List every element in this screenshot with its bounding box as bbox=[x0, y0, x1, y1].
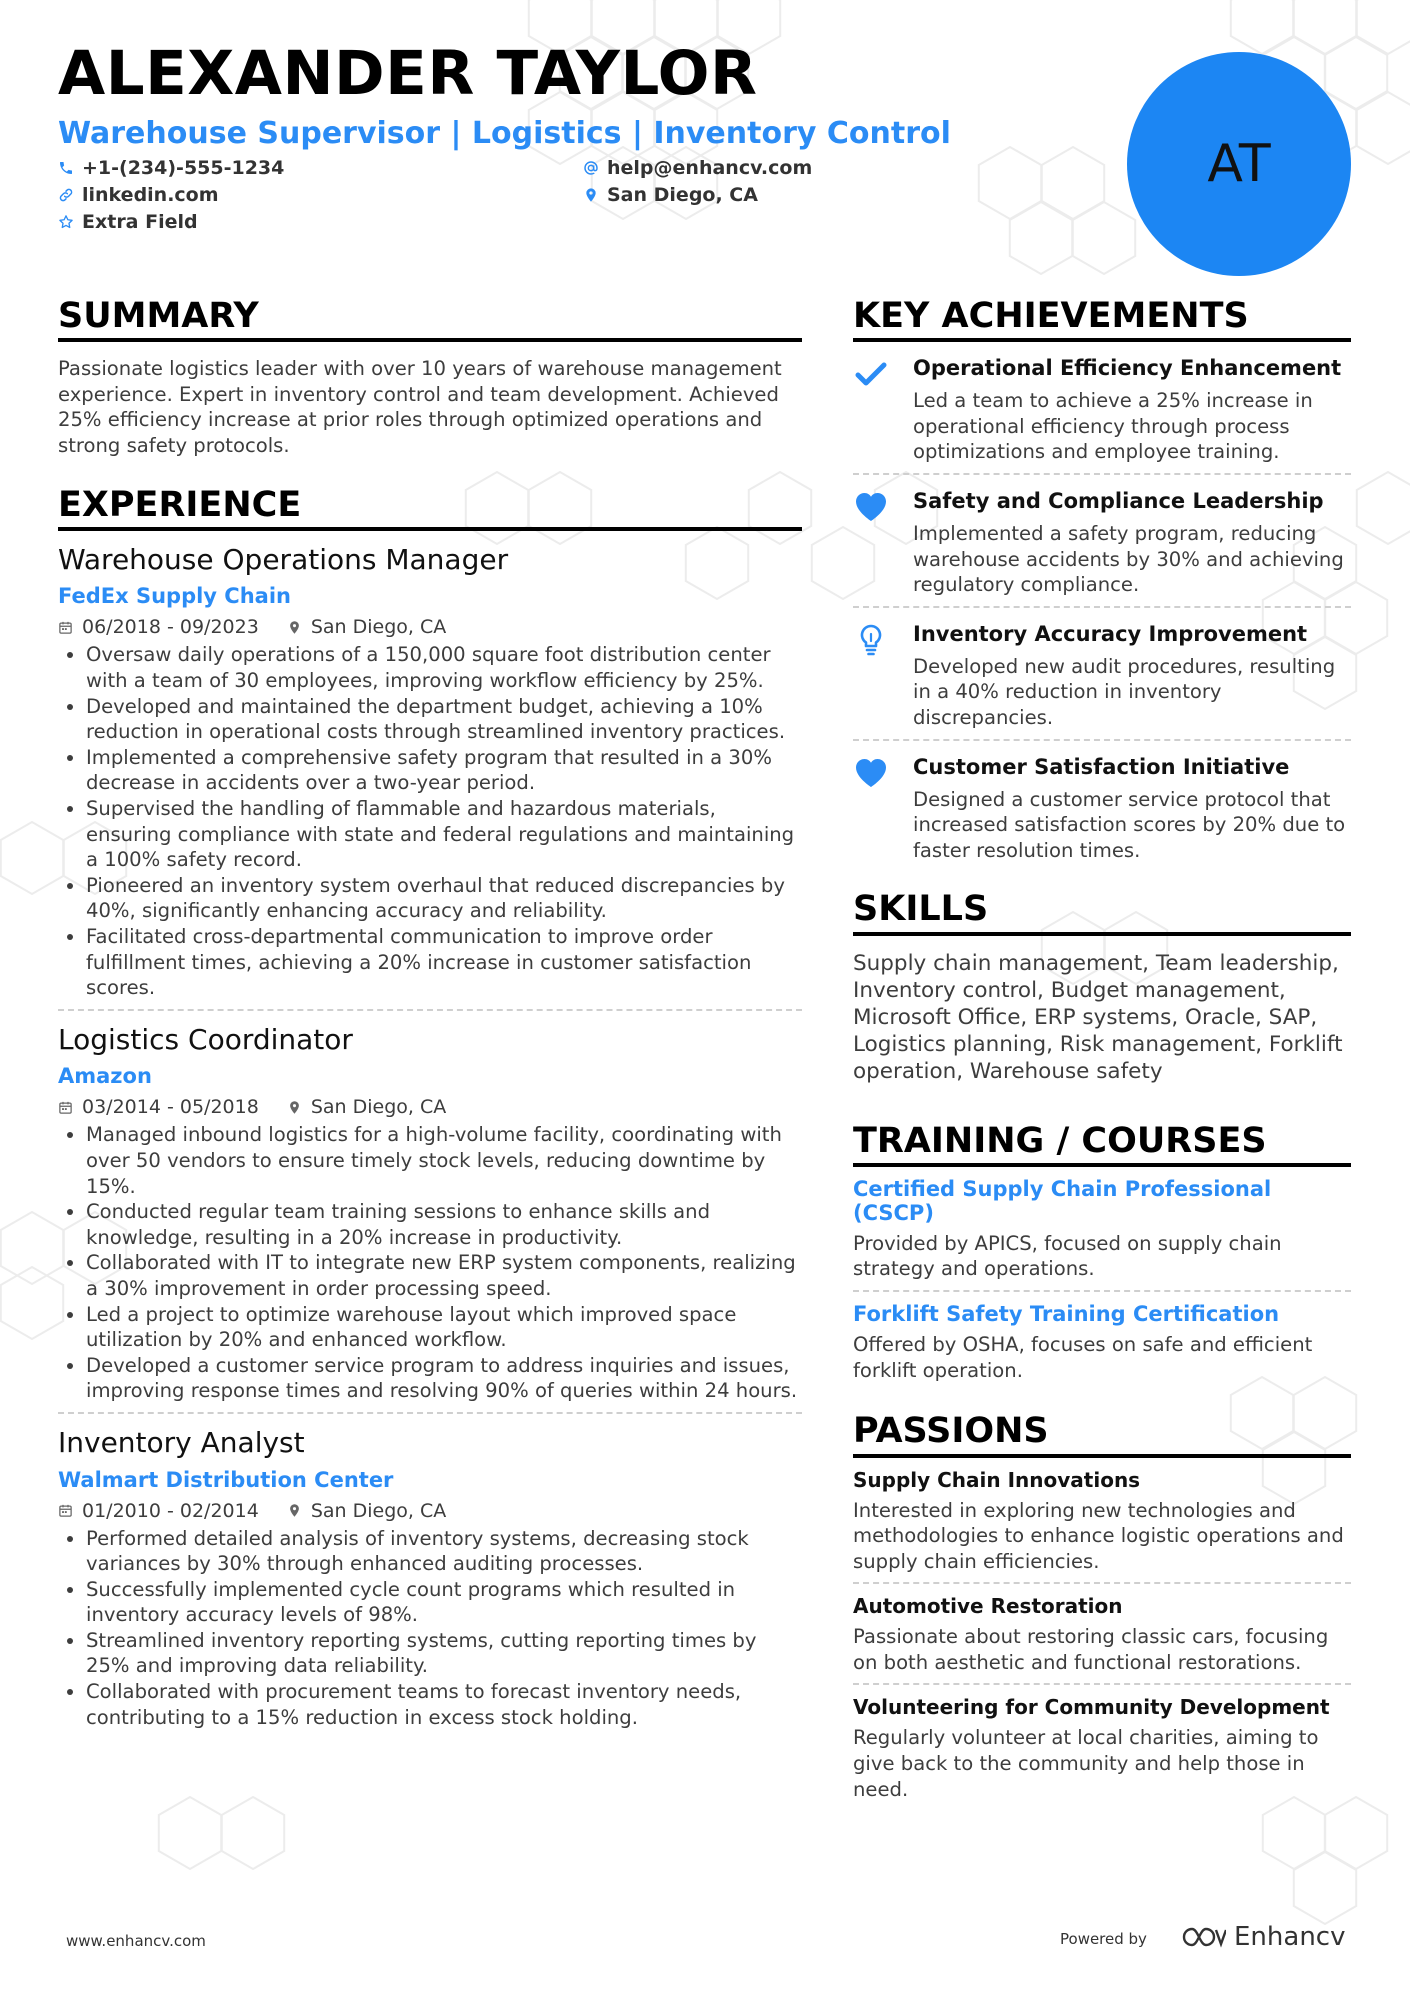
job-entry bbox=[58, 1023, 802, 1414]
bullet-item: • Implemented a comprehensive safety program that resulted in a 30% decrease in accidents over a two-year period. bbox=[86, 745, 802, 796]
bullet-item: • Managed inbound logistics for a high-volume facility, coordinating with over 50 vendors to ensure timely stock levels, reducing downtime by 15%. bbox=[86, 1122, 802, 1199]
phone-text: +1-(234)-555-1234 bbox=[82, 157, 285, 179]
heart-icon bbox=[853, 487, 897, 598]
bullet-item: • Performed detailed analysis of inventory systems, decreasing stock variances by 30% through enhanced auditing processes. bbox=[86, 1526, 802, 1577]
training-section bbox=[853, 1121, 1351, 1384]
experience-section bbox=[58, 485, 802, 1731]
bullet-item: • Collaborated with IT to integrate new ERP system components, realizing a 30% improvement in order processing speed. bbox=[86, 1250, 802, 1301]
bullet-item: • Facilitated cross-departmental communication to improve order fulfillment times, achieving a 20% increase in customer satisfaction scores. bbox=[86, 924, 802, 1001]
divider bbox=[853, 1290, 1351, 1292]
divider bbox=[58, 1412, 802, 1414]
skills-text: Supply chain management, Team leadership, Inventory control, Budget management, Microsoft Office, ERP systems, Oracle, SAP, Logistics planning, Risk management, Forklift operation, Warehouse safety bbox=[853, 950, 1343, 1084]
brand-name: Enhancv bbox=[1234, 1922, 1346, 1952]
right-column bbox=[853, 296, 1351, 1802]
location-pin-icon bbox=[287, 620, 302, 635]
bullet-item: • Collaborated with procurement teams to forecast inventory needs, contributing to a 15% reduction in excess stock holding. bbox=[86, 1679, 802, 1730]
job-bullets bbox=[58, 1122, 802, 1404]
achievement-title: Customer Satisfaction Initiative bbox=[913, 754, 1290, 779]
achievement-body bbox=[897, 620, 1351, 731]
calendar-icon bbox=[58, 1100, 73, 1115]
location-pin-icon bbox=[287, 1503, 302, 1518]
passions-heading: PASSIONS bbox=[853, 1411, 1351, 1457]
passion-desc: Interested in exploring new technologies and methodologies to enhance logistic operations and supply chain efficiencies. bbox=[853, 1498, 1344, 1573]
job-title: Warehouse Operations Manager bbox=[58, 542, 509, 576]
job-meta bbox=[58, 616, 802, 638]
achievement-body bbox=[897, 753, 1351, 864]
job-dates-text: 01/2010 - 02/2014 bbox=[82, 1499, 259, 1522]
skills-heading: SKILLS bbox=[853, 889, 1351, 935]
job-dates bbox=[58, 1096, 259, 1118]
bullet-item: • Developed a customer service program to address inquiries and issues, improving response times and resolving 90% of queries within 24 hours. bbox=[86, 1353, 802, 1404]
achievement-body bbox=[897, 354, 1351, 465]
passion-title: Volunteering for Community Development bbox=[853, 1695, 1330, 1720]
divider bbox=[853, 1683, 1351, 1685]
divider bbox=[853, 473, 1351, 475]
achievements-section bbox=[853, 296, 1351, 863]
job-location bbox=[287, 616, 446, 638]
divider bbox=[853, 739, 1351, 741]
job-location-text: San Diego, CA bbox=[310, 1499, 447, 1522]
passion-desc: Passionate about restoring classic cars, focusing on both aesthetic and functional restorations. bbox=[853, 1625, 1329, 1674]
job-meta bbox=[58, 1500, 802, 1522]
bullet-item: • Pioneered an inventory system overhaul that reduced discrepancies by 40%, significantly enhancing accuracy and reliability. bbox=[86, 873, 802, 924]
email-text: help@enhancv.com bbox=[607, 157, 813, 179]
brand-logo[interactable] bbox=[1180, 1922, 1345, 1952]
achievement-item bbox=[853, 354, 1351, 465]
passion-item bbox=[853, 1695, 1351, 1802]
experience-heading: EXPERIENCE bbox=[58, 485, 802, 531]
job-dates-text: 03/2014 - 05/2018 bbox=[82, 1096, 259, 1119]
bullet-item: • Oversaw daily operations of a 150,000 square foot distribution center with a team of 30 employees, improving workflow efficiency by 25%. bbox=[86, 642, 802, 693]
summary-text: Passionate logistics leader with over 10 years of warehouse management experience. Expert in inventory control and team development. Achieved 25% efficiency increase at prior roles through optimized operations and strong safety protocols. bbox=[58, 357, 782, 458]
summary-heading: SUMMARY bbox=[58, 296, 802, 342]
company-name: FedEx Supply Chain bbox=[58, 584, 291, 609]
skills-section bbox=[853, 889, 1351, 1084]
bullet-item: • Developed and maintained the department budget, achieving a 10% reduction in operational costs through streamlined inventory practices. bbox=[86, 694, 802, 745]
bullet-item: • Supervised the handling of flammable and hazardous materials, ensuring compliance with state and federal regulations and maintaining a 100% safety record. bbox=[86, 796, 802, 873]
course-title: Forklift Safety Training Certification bbox=[853, 1302, 1280, 1327]
passion-item bbox=[853, 1468, 1351, 1575]
star-icon bbox=[58, 214, 74, 230]
bullet-item: • Streamlined inventory reporting systems, cutting reporting times by 25% and improving data reliability. bbox=[86, 1628, 802, 1679]
achievement-item bbox=[853, 620, 1351, 731]
job-bullets bbox=[58, 642, 802, 1000]
at-icon bbox=[583, 160, 599, 176]
heart-icon bbox=[853, 753, 897, 864]
achievement-desc: Developed new audit procedures, resulting in a 40% reduction in inventory discrepancies. bbox=[913, 654, 1336, 729]
job-meta bbox=[58, 1096, 802, 1118]
contact-extra bbox=[58, 211, 198, 233]
passions-section bbox=[853, 1411, 1351, 1802]
achievement-item bbox=[853, 753, 1351, 864]
candidate-headline: Warehouse Supervisor | Logistics | Inventory Control bbox=[58, 116, 951, 151]
passion-title: Supply Chain Innovations bbox=[853, 1467, 1141, 1492]
contact-phone[interactable] bbox=[58, 157, 284, 179]
location-pin-icon bbox=[583, 187, 599, 203]
divider bbox=[853, 1582, 1351, 1584]
job-title: Logistics Coordinator bbox=[58, 1022, 353, 1056]
powered-by-label: Powered by bbox=[1060, 1930, 1147, 1948]
bullet-item: • Successfully implemented cycle count programs which resulted in inventory accuracy levels of 98%. bbox=[86, 1577, 802, 1628]
job-location-text: San Diego, CA bbox=[310, 1096, 447, 1119]
passion-title: Automotive Restoration bbox=[853, 1594, 1123, 1619]
passion-desc: Regularly volunteer at local charities, aiming to give back to the community and help those in need. bbox=[853, 1726, 1319, 1801]
phone-icon bbox=[58, 160, 74, 176]
avatar bbox=[1127, 52, 1351, 276]
link-icon bbox=[58, 187, 74, 203]
location-pin-icon bbox=[287, 1100, 302, 1115]
achievement-desc: Led a team to achieve a 25% increase in operational efficiency through process optimizations and employee training. bbox=[913, 389, 1313, 464]
summary-section bbox=[58, 296, 802, 459]
passion-item bbox=[853, 1594, 1351, 1675]
footer-url[interactable]: www.enhancv.com bbox=[66, 1932, 206, 1950]
job-dates bbox=[58, 1500, 259, 1522]
course-item bbox=[853, 1302, 1351, 1383]
bullet-item: • Conducted regular team training sessions to enhance skills and knowledge, resulting in a 20% increase in productivity. bbox=[86, 1199, 802, 1250]
course-desc: Provided by APICS, focused on supply chain strategy and operations. bbox=[853, 1231, 1282, 1281]
job-location-text: San Diego, CA bbox=[310, 616, 447, 639]
achievements-heading: KEY ACHIEVEMENTS bbox=[853, 296, 1351, 342]
achievement-desc: Implemented a safety program, reducing warehouse accidents by 30% and achieving regulatory compliance. bbox=[913, 522, 1344, 597]
extra-field-text: Extra Field bbox=[82, 211, 198, 233]
company-name: Amazon bbox=[58, 1064, 152, 1089]
calendar-icon bbox=[58, 1503, 73, 1518]
bullet-item: • Led a project to optimize warehouse layout which improved space utilization by 20% and enhanced workflow. bbox=[86, 1302, 802, 1353]
divider bbox=[58, 1009, 802, 1011]
divider bbox=[853, 606, 1351, 608]
contact-location bbox=[583, 184, 758, 206]
course-item bbox=[853, 1177, 1351, 1282]
location-text: San Diego, CA bbox=[607, 184, 758, 206]
achievement-title: Operational Efficiency Enhancement bbox=[913, 356, 1342, 381]
job-location bbox=[287, 1500, 446, 1522]
contact-linkedin[interactable] bbox=[58, 184, 219, 206]
contact-info bbox=[58, 157, 878, 237]
lightbulb-icon bbox=[853, 620, 897, 731]
job-bullets bbox=[58, 1526, 802, 1731]
achievement-title: Safety and Compliance Leadership bbox=[913, 489, 1324, 514]
checkmark-icon bbox=[853, 354, 897, 465]
job-dates bbox=[58, 616, 259, 638]
achievement-body bbox=[897, 487, 1351, 598]
company-name: Walmart Distribution Center bbox=[58, 1467, 394, 1492]
training-heading: TRAINING / COURSES bbox=[853, 1121, 1351, 1167]
avatar-initials: AT bbox=[1207, 134, 1271, 194]
linkedin-text: linkedin.com bbox=[82, 184, 219, 206]
candidate-name: ALEXANDER TAYLOR bbox=[58, 38, 758, 109]
achievement-item bbox=[853, 487, 1351, 598]
job-entry bbox=[58, 1426, 802, 1730]
calendar-icon bbox=[58, 620, 73, 635]
contact-email[interactable] bbox=[583, 157, 812, 179]
course-title: Certified Supply Chain Professional (CSCP) bbox=[853, 1176, 1272, 1225]
enhancv-logo-icon bbox=[1180, 1925, 1226, 1949]
job-entry bbox=[58, 543, 802, 1011]
achievement-desc: Designed a customer service protocol that increased satisfaction scores by 20% due to faster resolution times. bbox=[913, 787, 1346, 862]
job-dates-text: 06/2018 - 09/2023 bbox=[82, 616, 259, 639]
left-column bbox=[58, 296, 802, 1730]
job-title: Inventory Analyst bbox=[58, 1425, 305, 1459]
course-desc: Offered by OSHA, focuses on safe and efficient forklift operation. bbox=[853, 1333, 1313, 1382]
achievement-title: Inventory Accuracy Improvement bbox=[913, 621, 1308, 646]
job-location bbox=[287, 1096, 446, 1118]
